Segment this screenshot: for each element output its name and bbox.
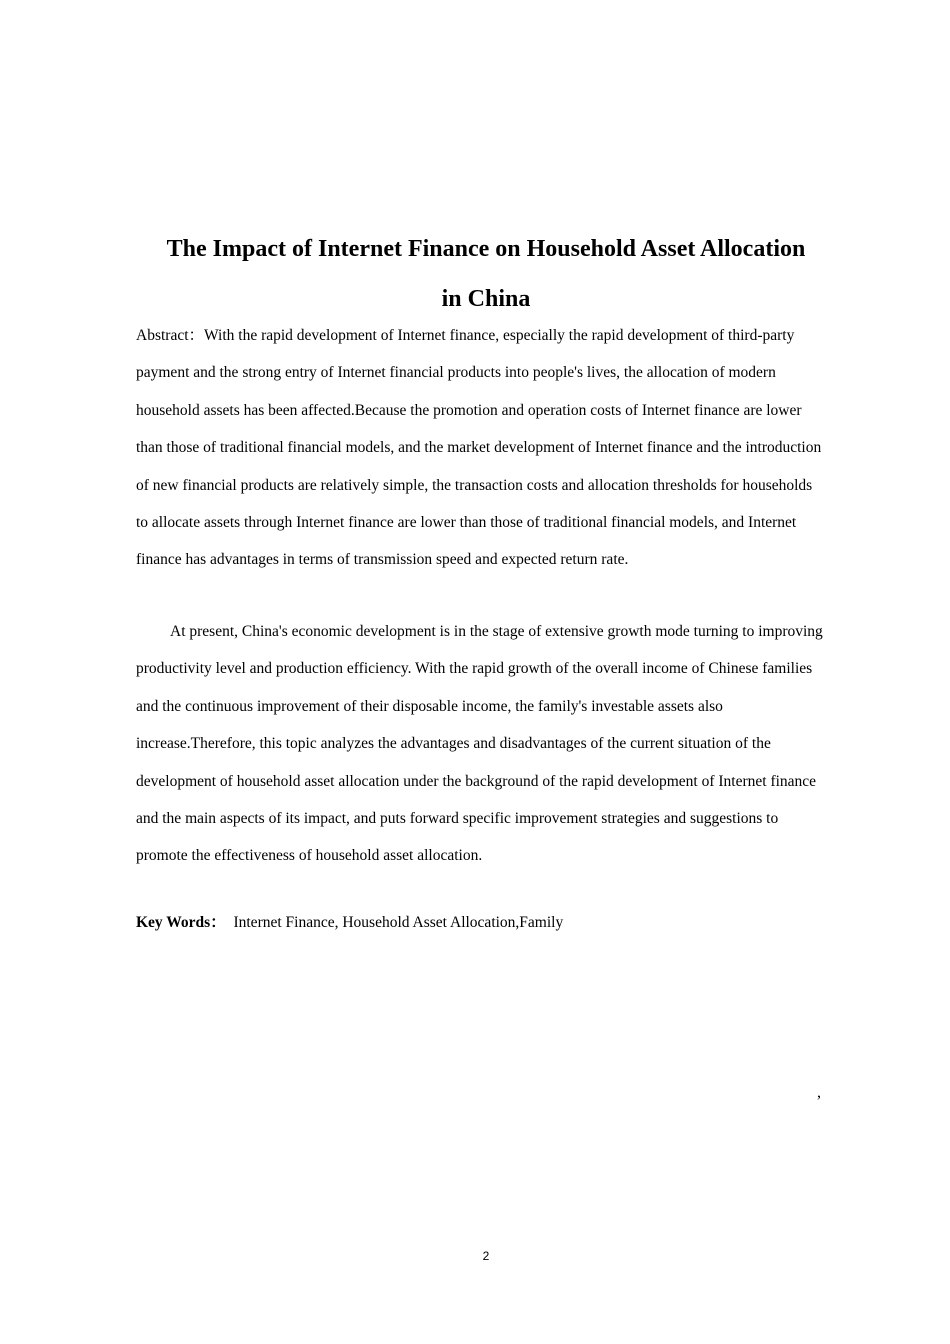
abstract-paragraph — [136, 317, 826, 579]
abstract-text: With the rapid development of Internet finance, especially the rapid development of third-party payment and the strong entry of Internet financial products into people's lives, the allocation of modern household assets has been affected.Because the promotion and operation costs of Internet finance are lower than those of traditional financial models, and the market development of Internet finance and the introduction of new financial products are relatively simple, the transaction costs and allocation thresholds for households to allocate assets through Internet finance are lower than those of traditional financial models, and Internet finance has advantages in terms of transmission speed and expected return rate. — [136, 327, 822, 569]
abstract-label: Abstract： — [136, 327, 205, 344]
document-title-line-1: The Impact of Internet Finance on Household Asset Allocation — [166, 236, 806, 262]
keywords-line — [136, 912, 563, 934]
stray-comma-mark: , — [817, 1084, 821, 1101]
keywords-label: Key Words： — [136, 914, 226, 931]
keywords-text: Internet Finance, Household Asset Allocation,Family — [233, 914, 564, 931]
document-title-line-2: in China — [441, 286, 531, 312]
body-paragraph: At present, China's economic development is in the stage of extensive growth mode turning to improving productivity level and production efficiency. With the rapid growth of the overall income of Chinese families and the continuous improvement of their disposable income, the family's investable assets also increase.Therefore, this topic analyzes the advantages and disadvantages of the current situation of the development of household asset allocation under the background of the rapid development of Internet finance and the main aspects of its impact, and puts forward specific improvement strategies and suggestions to promote the effectiveness of household asset allocation. — [136, 623, 823, 865]
page-number: 2 — [482, 1249, 490, 1263]
